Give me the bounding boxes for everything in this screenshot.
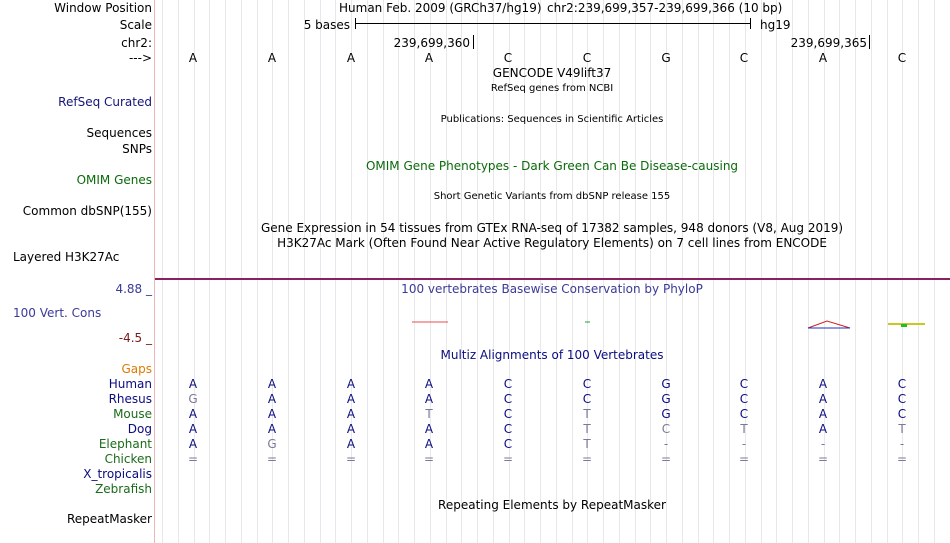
alignment-base: A bbox=[188, 377, 198, 391]
grid-line bbox=[792, 0, 793, 543]
alignment-base: C bbox=[739, 377, 749, 391]
alignment-base: A bbox=[267, 392, 277, 406]
omim-track-title[interactable]: OMIM Gene Phenotypes - Dark Green Can Be Disease-causing bbox=[365, 159, 739, 173]
scale-bar bbox=[355, 23, 751, 24]
refseq-label[interactable]: RefSeq Curated bbox=[58, 95, 152, 109]
species-label[interactable]: Chicken bbox=[104, 452, 152, 466]
alignment-base: A bbox=[188, 437, 198, 451]
multiz-track-title[interactable]: Multiz Alignments of 100 Vertebrates bbox=[440, 348, 664, 362]
base-letter: A bbox=[424, 51, 434, 65]
base-letter: C bbox=[503, 51, 513, 65]
alignment-base: C bbox=[739, 392, 749, 406]
species-label[interactable]: Mouse bbox=[113, 407, 152, 421]
scale-bar-right-tick bbox=[750, 18, 751, 29]
grid-line bbox=[162, 0, 163, 543]
scale-bar-left-tick bbox=[355, 18, 356, 29]
alignment-base: C bbox=[739, 407, 749, 421]
base-letter: G bbox=[661, 51, 671, 65]
alignment-base: = bbox=[660, 452, 672, 466]
sequences-label[interactable]: Sequences bbox=[86, 126, 152, 140]
grid-line bbox=[288, 0, 289, 543]
alignment-base: T bbox=[425, 407, 433, 421]
alignment-base: - bbox=[820, 437, 826, 451]
alignment-base: = bbox=[738, 452, 750, 466]
grid-line bbox=[918, 0, 919, 543]
alignment-base: A bbox=[424, 392, 434, 406]
alignment-base: C bbox=[661, 422, 671, 436]
alignment-base: C bbox=[503, 407, 513, 421]
alignment-base: A bbox=[267, 422, 277, 436]
gaps-label[interactable]: Gaps bbox=[121, 362, 152, 376]
base-letter: C bbox=[897, 51, 907, 65]
species-label[interactable]: Dog bbox=[127, 422, 152, 436]
alignment-base: G bbox=[661, 407, 671, 421]
snps-label[interactable]: SNPs bbox=[122, 142, 152, 156]
alignment-base: A bbox=[346, 392, 356, 406]
grid-line bbox=[635, 0, 636, 543]
alignment-base: A bbox=[346, 437, 356, 451]
grid-line bbox=[367, 0, 368, 543]
grid-line bbox=[398, 0, 399, 543]
alignment-base: A bbox=[818, 392, 828, 406]
alignment-base: A bbox=[188, 422, 198, 436]
species-label[interactable]: Zebrafish bbox=[95, 482, 152, 496]
alignment-base: - bbox=[899, 437, 905, 451]
alignment-base: A bbox=[346, 407, 356, 421]
alignment-base: C bbox=[897, 407, 907, 421]
assembly-text: Human Feb. 2009 (GRCh37/hg19) bbox=[339, 1, 542, 15]
alignment-base: T bbox=[583, 437, 591, 451]
repeatmasker-track-title[interactable]: Repeating Elements by RepeatMasker bbox=[438, 498, 666, 512]
grid-line bbox=[461, 0, 462, 543]
base-letter: C bbox=[739, 51, 749, 65]
h3k27ac-label[interactable]: Layered H3K27Ac bbox=[13, 250, 120, 264]
publications-track-title[interactable]: Publications: Sequences in Scientific Articles bbox=[440, 114, 664, 125]
grid-line bbox=[934, 0, 935, 543]
alignment-base: G bbox=[661, 377, 671, 391]
grid-line bbox=[477, 0, 478, 543]
scale-text: 5 bases bbox=[303, 18, 350, 32]
grid-line bbox=[178, 0, 179, 543]
grid-line bbox=[304, 0, 305, 543]
alignment-base: G bbox=[188, 392, 198, 406]
alignment-base: = bbox=[581, 452, 593, 466]
alignment-base: = bbox=[423, 452, 435, 466]
base-letter: C bbox=[582, 51, 592, 65]
coord-tick-2 bbox=[869, 35, 870, 49]
dbsnp-track-title[interactable]: Short Genetic Variants from dbSNP release 155 bbox=[433, 191, 671, 202]
alignment-base: A bbox=[424, 437, 434, 451]
gtex-track-title[interactable]: Gene Expression in 54 tissues from GTEx RNA-seq of 17382 samples, 948 donors (V8, Aug 2019) bbox=[260, 221, 844, 235]
grid-line bbox=[776, 0, 777, 543]
grid-line bbox=[729, 0, 730, 543]
alignment-base: - bbox=[663, 437, 669, 451]
coord-tick-1 bbox=[473, 35, 474, 49]
alignment-base: A bbox=[818, 407, 828, 421]
species-label[interactable]: Rhesus bbox=[108, 392, 152, 406]
coord-label-2: 239,699,365 bbox=[790, 36, 867, 50]
window-position-label: Window Position bbox=[54, 1, 152, 15]
cons-track-title[interactable]: 100 vertebrates Basewise Conservation by PhyloP bbox=[401, 282, 703, 296]
base-letter: A bbox=[346, 51, 356, 65]
grid-line bbox=[871, 0, 872, 543]
grid-line bbox=[761, 0, 762, 543]
grid-line bbox=[209, 0, 210, 543]
cons-max-label: 4.88 _ bbox=[115, 282, 152, 296]
alignment-base: C bbox=[503, 422, 513, 436]
h3k27ac-track-title[interactable]: H3K27Ac Mark (Often Found Near Active Regulatory Elements) on 7 cell lines from ENCODE bbox=[277, 236, 827, 250]
alignment-base: C bbox=[897, 392, 907, 406]
base-letter: A bbox=[267, 51, 277, 65]
species-label[interactable]: Human bbox=[108, 377, 152, 391]
alignment-base: A bbox=[818, 422, 828, 436]
alignment-base: C bbox=[582, 392, 592, 406]
alignment-base: A bbox=[267, 407, 277, 421]
alignment-base: = bbox=[187, 452, 199, 466]
base-letter: A bbox=[818, 51, 828, 65]
scale-db-text: hg19 bbox=[760, 18, 791, 32]
alignment-base: = bbox=[817, 452, 829, 466]
alignment-base: C bbox=[503, 392, 513, 406]
gencode-track-title[interactable]: GENCODE V49lift37 bbox=[492, 66, 612, 80]
dbsnp-label[interactable]: Common dbSNP(155) bbox=[22, 204, 152, 218]
alignment-base: T bbox=[898, 422, 906, 436]
grid-line bbox=[698, 0, 699, 543]
alignment-base: = bbox=[266, 452, 278, 466]
coord-label-1: 239,699,360 bbox=[393, 36, 470, 50]
alignment-base: G bbox=[661, 392, 671, 406]
alignment-base: C bbox=[503, 377, 513, 391]
grid-line bbox=[887, 0, 888, 543]
alignment-base: A bbox=[346, 377, 356, 391]
alignment-base: A bbox=[188, 407, 198, 421]
position-text[interactable]: chr2:239,699,357-239,699,366 (10 bp) bbox=[547, 1, 783, 15]
cons-min-label: -4.5 _ bbox=[118, 331, 152, 345]
alignment-base: A bbox=[818, 377, 828, 391]
strand-label: ---> bbox=[128, 51, 152, 65]
alignment-base: C bbox=[582, 377, 592, 391]
alignment-base: = bbox=[502, 452, 514, 466]
repeatmasker-label[interactable]: RepeatMasker bbox=[66, 512, 152, 526]
alignment-base: A bbox=[424, 377, 434, 391]
grid-line bbox=[855, 0, 856, 543]
alignment-base: T bbox=[740, 422, 748, 436]
alignment-base: C bbox=[897, 377, 907, 391]
base-letter: A bbox=[188, 51, 198, 65]
grid-line bbox=[713, 0, 714, 543]
species-label[interactable]: Elephant bbox=[98, 437, 152, 451]
cons-label[interactable]: 100 Vert. Cons bbox=[13, 306, 102, 320]
alignment-base: A bbox=[267, 377, 277, 391]
alignment-base: = bbox=[345, 452, 357, 466]
alignment-base: A bbox=[346, 422, 356, 436]
track-divider bbox=[155, 278, 950, 280]
grid-line bbox=[241, 0, 242, 543]
grid-line bbox=[257, 0, 258, 543]
species-label[interactable]: X_tropicalis bbox=[83, 467, 152, 481]
grid-line bbox=[335, 0, 336, 543]
grid-line bbox=[446, 0, 447, 543]
grid-line bbox=[383, 0, 384, 543]
cons-mark-red-peak bbox=[808, 321, 850, 328]
refseq-track-subtitle[interactable]: RefSeq genes from NCBI bbox=[490, 83, 614, 94]
alignment-base: = bbox=[896, 452, 908, 466]
alignment-base: T bbox=[583, 422, 591, 436]
alignment-base: G bbox=[267, 437, 277, 451]
sidebar-divider bbox=[154, 0, 155, 543]
grid-line bbox=[682, 0, 683, 543]
omim-label[interactable]: OMIM Genes bbox=[76, 173, 152, 187]
alignment-base: - bbox=[741, 437, 747, 451]
grid-line bbox=[619, 0, 620, 543]
scale-label: Scale bbox=[119, 18, 152, 32]
alignment-base: C bbox=[503, 437, 513, 451]
grid-line bbox=[808, 0, 809, 543]
grid-line bbox=[320, 0, 321, 543]
grid-line bbox=[225, 0, 226, 543]
chrom-label: chr2: bbox=[121, 36, 152, 50]
grid-line bbox=[650, 0, 651, 543]
alignment-base: T bbox=[583, 407, 591, 421]
alignment-base: A bbox=[424, 422, 434, 436]
grid-line bbox=[414, 0, 415, 543]
grid-line bbox=[839, 0, 840, 543]
